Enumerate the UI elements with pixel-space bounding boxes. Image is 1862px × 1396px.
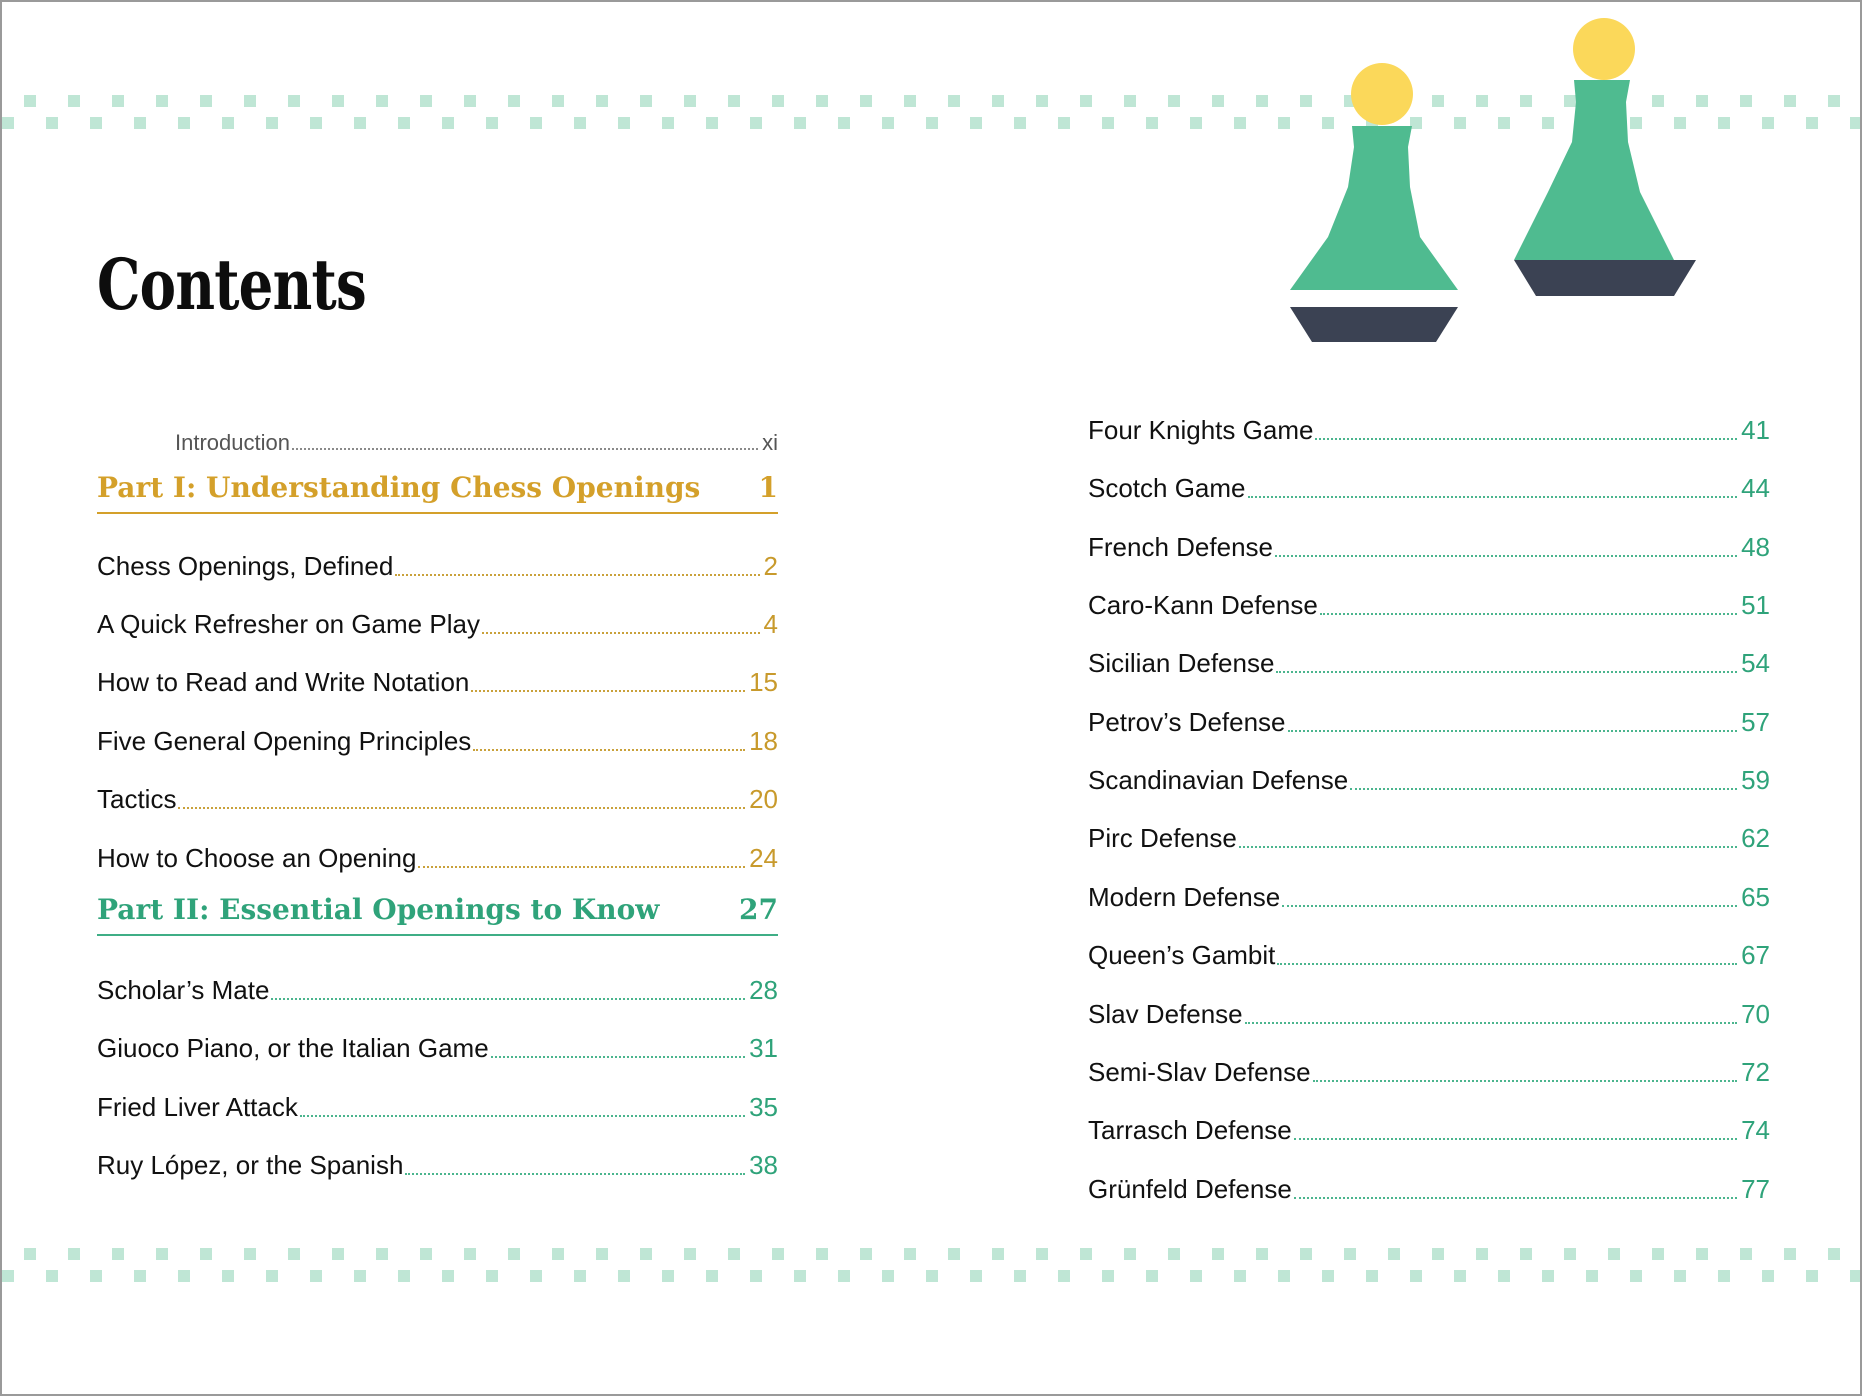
toc-entry-page: 77 <box>1741 1174 1770 1204</box>
dot-leader <box>395 574 759 576</box>
toc-entry-page: 62 <box>1741 823 1770 853</box>
toc-entry[interactable] <box>1088 1044 1770 1088</box>
toc-entry-page: 20 <box>749 784 778 814</box>
checker-square <box>1740 1248 1752 1260</box>
checker-square <box>508 1248 520 1260</box>
checker-square <box>574 117 586 129</box>
dot-leader <box>1245 1022 1737 1024</box>
toc-entry[interactable] <box>97 962 778 1006</box>
checker-square <box>1036 95 1048 107</box>
pawn-right-icon <box>1514 18 1696 296</box>
checker-square <box>1256 95 1268 107</box>
checker-square <box>68 95 80 107</box>
checker-square <box>618 117 630 129</box>
toc-entry-page: 74 <box>1741 1115 1770 1145</box>
part-title: Part II: Essential Openings to Know <box>97 893 660 926</box>
dot-leader <box>1282 905 1737 907</box>
toc-entry-page: 59 <box>1741 765 1770 795</box>
toc-entry-page: 67 <box>1741 940 1770 970</box>
checker-square <box>1630 1270 1642 1282</box>
toc-entry-label: Giuoco Piano, or the Italian Game <box>97 1033 489 1063</box>
checker-square <box>376 95 388 107</box>
checker-square <box>662 117 674 129</box>
toc-entry[interactable] <box>97 771 778 815</box>
checker-square <box>816 1248 828 1260</box>
toc-entry-label: Ruy López, or the Spanish <box>97 1150 404 1180</box>
checker-square <box>398 117 410 129</box>
toc-entry[interactable] <box>97 713 778 757</box>
checker-square <box>1762 1270 1774 1282</box>
checker-square <box>464 1248 476 1260</box>
toc-entry[interactable] <box>97 538 778 582</box>
checker-square <box>1806 117 1818 129</box>
dot-leader <box>1277 963 1737 965</box>
toc-entry-page: 48 <box>1741 532 1770 562</box>
checker-square <box>728 95 740 107</box>
checker-square <box>1828 95 1840 107</box>
checker-square <box>266 1270 278 1282</box>
dot-leader <box>1320 613 1737 615</box>
checker-square <box>970 1270 982 1282</box>
checker-square <box>1234 117 1246 129</box>
toc-entry-label: How to Choose an Opening <box>97 843 417 873</box>
dot-leader <box>1276 671 1737 673</box>
checker-square <box>354 1270 366 1282</box>
checker-square <box>112 95 124 107</box>
checker-square <box>200 1248 212 1260</box>
dot-leader <box>1288 730 1738 732</box>
checker-square <box>486 117 498 129</box>
toc-entry-label: Queen’s Gambit <box>1088 940 1276 970</box>
toc-entry-label: Four Knights Game <box>1088 415 1314 445</box>
toc-entry[interactable] <box>1088 460 1770 504</box>
toc-entry[interactable] <box>97 1079 778 1123</box>
toc-entry-label: Modern Defense <box>1088 882 1281 912</box>
toc-entry-page: 38 <box>749 1150 778 1180</box>
toc-entry-label: Slav Defense <box>1088 999 1243 1029</box>
checker-square <box>178 1270 190 1282</box>
checker-square <box>90 117 102 129</box>
part-title: Part I: Understanding Chess Openings <box>97 471 701 504</box>
checker-square <box>552 1248 564 1260</box>
checker-square <box>1058 117 1070 129</box>
checker-square <box>1124 95 1136 107</box>
checker-square <box>156 95 168 107</box>
part-page: 1 <box>758 471 778 504</box>
checker-square <box>1102 1270 1114 1282</box>
checker-square <box>926 1270 938 1282</box>
toc-entry[interactable] <box>97 830 778 874</box>
checker-square <box>68 1248 80 1260</box>
checker-square <box>1256 1248 1268 1260</box>
toc-entry[interactable] <box>1088 694 1770 738</box>
toc-entry[interactable] <box>1088 635 1770 679</box>
checker-square <box>1828 1248 1840 1260</box>
toc-entry[interactable] <box>1088 402 1770 446</box>
checker-square <box>992 1248 1004 1260</box>
toc-entry[interactable] <box>97 596 778 640</box>
toc-entry-label: French Defense <box>1088 532 1273 562</box>
checker-square <box>662 1270 674 1282</box>
checker-square <box>1388 1248 1400 1260</box>
toc-entry[interactable] <box>1088 869 1770 913</box>
checker-square <box>178 117 190 129</box>
toc-entry-page: xi <box>762 430 778 455</box>
checker-square <box>1080 1248 1092 1260</box>
checker-square <box>882 1270 894 1282</box>
dot-leader <box>473 749 745 751</box>
dot-leader <box>292 448 758 450</box>
checker-square <box>332 95 344 107</box>
checker-square <box>1014 117 1026 129</box>
toc-entry-label: Scandinavian Defense <box>1088 765 1349 795</box>
checker-square <box>596 95 608 107</box>
checker-square <box>134 117 146 129</box>
dot-leader <box>418 866 745 868</box>
checker-square <box>1564 1248 1576 1260</box>
checker-square <box>200 95 212 107</box>
checker-square <box>332 1248 344 1260</box>
toc-entry-page: 70 <box>1741 999 1770 1029</box>
checker-square <box>530 1270 542 1282</box>
checker-square <box>266 117 278 129</box>
checker-square <box>860 1248 872 1260</box>
toc-entry-label: How to Read and Write Notation <box>97 667 470 697</box>
part-heading-2[interactable] <box>97 888 778 936</box>
toc-entry-page: 31 <box>749 1033 778 1063</box>
checker-square <box>926 117 938 129</box>
toc-entry-page: 65 <box>1741 882 1770 912</box>
checker-square <box>1036 1248 1048 1260</box>
checker-square <box>244 95 256 107</box>
checker-square <box>1762 117 1774 129</box>
dot-leader <box>1239 846 1737 848</box>
checker-square <box>552 95 564 107</box>
checker-square <box>684 1248 696 1260</box>
toc-entry-page: 57 <box>1741 707 1770 737</box>
checker-square <box>750 1270 762 1282</box>
toc-entry-page: 2 <box>763 551 778 581</box>
checker-square <box>992 95 1004 107</box>
checker-square <box>1542 1270 1554 1282</box>
checker-square <box>1410 1270 1422 1282</box>
checker-square <box>1608 1248 1620 1260</box>
toc-entry[interactable] <box>1088 1102 1770 1146</box>
toc-entry-page: 28 <box>749 975 778 1005</box>
dot-leader <box>482 632 760 634</box>
toc-entry-label: Semi-Slav Defense <box>1088 1057 1311 1087</box>
checker-square <box>794 1270 806 1282</box>
checker-square <box>1278 1270 1290 1282</box>
checker-square <box>1740 95 1752 107</box>
checker-square <box>46 1270 58 1282</box>
checker-square <box>398 1270 410 1282</box>
toc-entry-page: 15 <box>749 667 778 697</box>
checker-square <box>486 1270 498 1282</box>
checker-square <box>2 117 14 129</box>
checker-square <box>860 95 872 107</box>
toc-entry-label: Scholar’s Mate <box>97 975 270 1005</box>
checker-square <box>1168 1248 1180 1260</box>
checker-square <box>24 95 36 107</box>
checker-square <box>46 117 58 129</box>
checker-square <box>772 95 784 107</box>
checker-square <box>134 1270 146 1282</box>
dot-leader <box>405 1173 745 1175</box>
checker-square <box>156 1248 168 1260</box>
checker-square <box>1124 1248 1136 1260</box>
dot-leader <box>300 1115 745 1117</box>
checker-square <box>948 95 960 107</box>
checker-square <box>948 1248 960 1260</box>
checker-square <box>354 117 366 129</box>
checker-square <box>1806 1270 1818 1282</box>
checker-square <box>442 117 454 129</box>
checker-square <box>574 1270 586 1282</box>
checker-square <box>706 1270 718 1282</box>
checker-square <box>1674 1270 1686 1282</box>
checker-square <box>1784 95 1796 107</box>
checker-square <box>970 117 982 129</box>
checker-square <box>882 117 894 129</box>
page-title: Contents <box>97 243 366 326</box>
checker-square <box>1300 1248 1312 1260</box>
checker-square <box>816 95 828 107</box>
checker-square <box>1212 1248 1224 1260</box>
checker-square <box>24 1248 36 1260</box>
checker-square <box>640 1248 652 1260</box>
checker-square <box>1168 95 1180 107</box>
checker-square <box>1652 1248 1664 1260</box>
toc-entry-page: 4 <box>763 609 778 639</box>
dot-leader <box>1294 1138 1737 1140</box>
dot-leader <box>1350 788 1737 790</box>
toc-entry-label: Tactics <box>97 784 177 814</box>
checker-square <box>1366 1270 1378 1282</box>
dot-leader <box>1275 555 1737 557</box>
toc-entry-label: Fried Liver Attack <box>97 1092 298 1122</box>
part-heading-1[interactable] <box>97 466 778 514</box>
checker-square <box>2 1270 14 1282</box>
dot-leader <box>1313 1080 1738 1082</box>
checker-square <box>244 1248 256 1260</box>
toc-entry-label: Introduction <box>175 430 290 455</box>
checker-square <box>794 117 806 129</box>
checker-square <box>1454 1270 1466 1282</box>
checker-square <box>1586 1270 1598 1282</box>
part-page: 27 <box>739 893 778 926</box>
checker-square <box>310 1270 322 1282</box>
toc-entry-label: A Quick Refresher on Game Play <box>97 609 480 639</box>
toc-entry-page: 54 <box>1741 648 1770 678</box>
dot-leader <box>491 1056 745 1058</box>
toc-entry[interactable] <box>1088 810 1770 854</box>
checker-square <box>1476 1248 1488 1260</box>
checker-square <box>112 1248 124 1260</box>
checker-square <box>442 1270 454 1282</box>
toc-entry-page: 35 <box>749 1092 778 1122</box>
checker-square <box>838 117 850 129</box>
toc-entry-label: Petrov’s Defense <box>1088 707 1286 737</box>
dot-leader <box>271 998 745 1000</box>
checker-square <box>1102 117 1114 129</box>
checker-square <box>222 1270 234 1282</box>
checker-square <box>1212 95 1224 107</box>
toc-entry-label: Five General Opening Principles <box>97 726 472 756</box>
toc-entry-label: Scotch Game <box>1088 473 1246 503</box>
toc-entry[interactable] <box>97 1137 778 1181</box>
checker-square <box>508 95 520 107</box>
toc-entry-page: 24 <box>749 843 778 873</box>
checker-square <box>1718 1270 1730 1282</box>
toc-entry-page: 41 <box>1741 415 1770 445</box>
checker-square <box>1080 95 1092 107</box>
toc-entry-label: Pirc Defense <box>1088 823 1237 853</box>
checker-square <box>90 1270 102 1282</box>
checker-square <box>706 117 718 129</box>
checker-square <box>530 117 542 129</box>
checker-square <box>904 95 916 107</box>
toc-entry[interactable] <box>97 654 778 698</box>
toc-entry-label: Sicilian Defense <box>1088 648 1275 678</box>
checker-square <box>1234 1270 1246 1282</box>
checker-square <box>1850 1270 1862 1282</box>
checker-square <box>310 117 322 129</box>
checker-border-bottom <box>2 1248 1862 1282</box>
checker-square <box>1696 1248 1708 1260</box>
toc-entry-page: 18 <box>749 726 778 756</box>
toc-entry-introduction[interactable] <box>175 412 778 456</box>
checker-square <box>1146 117 1158 129</box>
toc-entry-label: Caro-Kann Defense <box>1088 590 1318 620</box>
checker-square <box>772 1248 784 1260</box>
checker-square <box>750 117 762 129</box>
checker-square <box>1784 1248 1796 1260</box>
checker-square <box>420 1248 432 1260</box>
checker-square <box>1850 117 1862 129</box>
checker-square <box>1498 1270 1510 1282</box>
checker-square <box>1344 1248 1356 1260</box>
checker-square <box>1520 1248 1532 1260</box>
checker-square <box>1146 1270 1158 1282</box>
dot-leader <box>178 807 745 809</box>
checker-square <box>1432 1248 1444 1260</box>
toc-entry-label: Grünfeld Defense <box>1088 1174 1292 1204</box>
checker-square <box>838 1270 850 1282</box>
dot-leader <box>1248 496 1738 498</box>
dot-leader <box>471 690 745 692</box>
toc-entry[interactable] <box>97 1020 778 1064</box>
checker-square <box>728 1248 740 1260</box>
checker-square <box>1014 1270 1026 1282</box>
checker-square <box>420 95 432 107</box>
pawn-left-icon <box>1290 63 1458 342</box>
checker-square <box>1190 117 1202 129</box>
checker-square <box>1058 1270 1070 1282</box>
checker-square <box>684 95 696 107</box>
checker-square <box>222 117 234 129</box>
toc-entry-label: Tarrasch Defense <box>1088 1115 1292 1145</box>
dot-leader <box>1294 1197 1737 1199</box>
checker-square <box>288 95 300 107</box>
checker-square <box>1322 1270 1334 1282</box>
checker-square <box>904 1248 916 1260</box>
toc-entry-page: 51 <box>1741 590 1770 620</box>
two-pawns-icon <box>1272 2 1722 362</box>
toc-entry[interactable] <box>1088 577 1770 621</box>
checker-square <box>1190 1270 1202 1282</box>
dot-leader <box>1315 438 1737 440</box>
toc-entry-page: 44 <box>1741 473 1770 503</box>
toc-entry[interactable] <box>1088 986 1770 1030</box>
toc-entry[interactable] <box>1088 752 1770 796</box>
checker-square <box>376 1248 388 1260</box>
toc-entry[interactable] <box>1088 1161 1770 1205</box>
checker-square <box>288 1248 300 1260</box>
checker-square <box>640 95 652 107</box>
toc-entry[interactable] <box>1088 519 1770 563</box>
toc-entry-label: Chess Openings, Defined <box>97 551 394 581</box>
toc-entry[interactable] <box>1088 927 1770 971</box>
checker-square <box>618 1270 630 1282</box>
checker-square <box>596 1248 608 1260</box>
checker-square <box>464 95 476 107</box>
toc-entry-page: 72 <box>1741 1057 1770 1087</box>
